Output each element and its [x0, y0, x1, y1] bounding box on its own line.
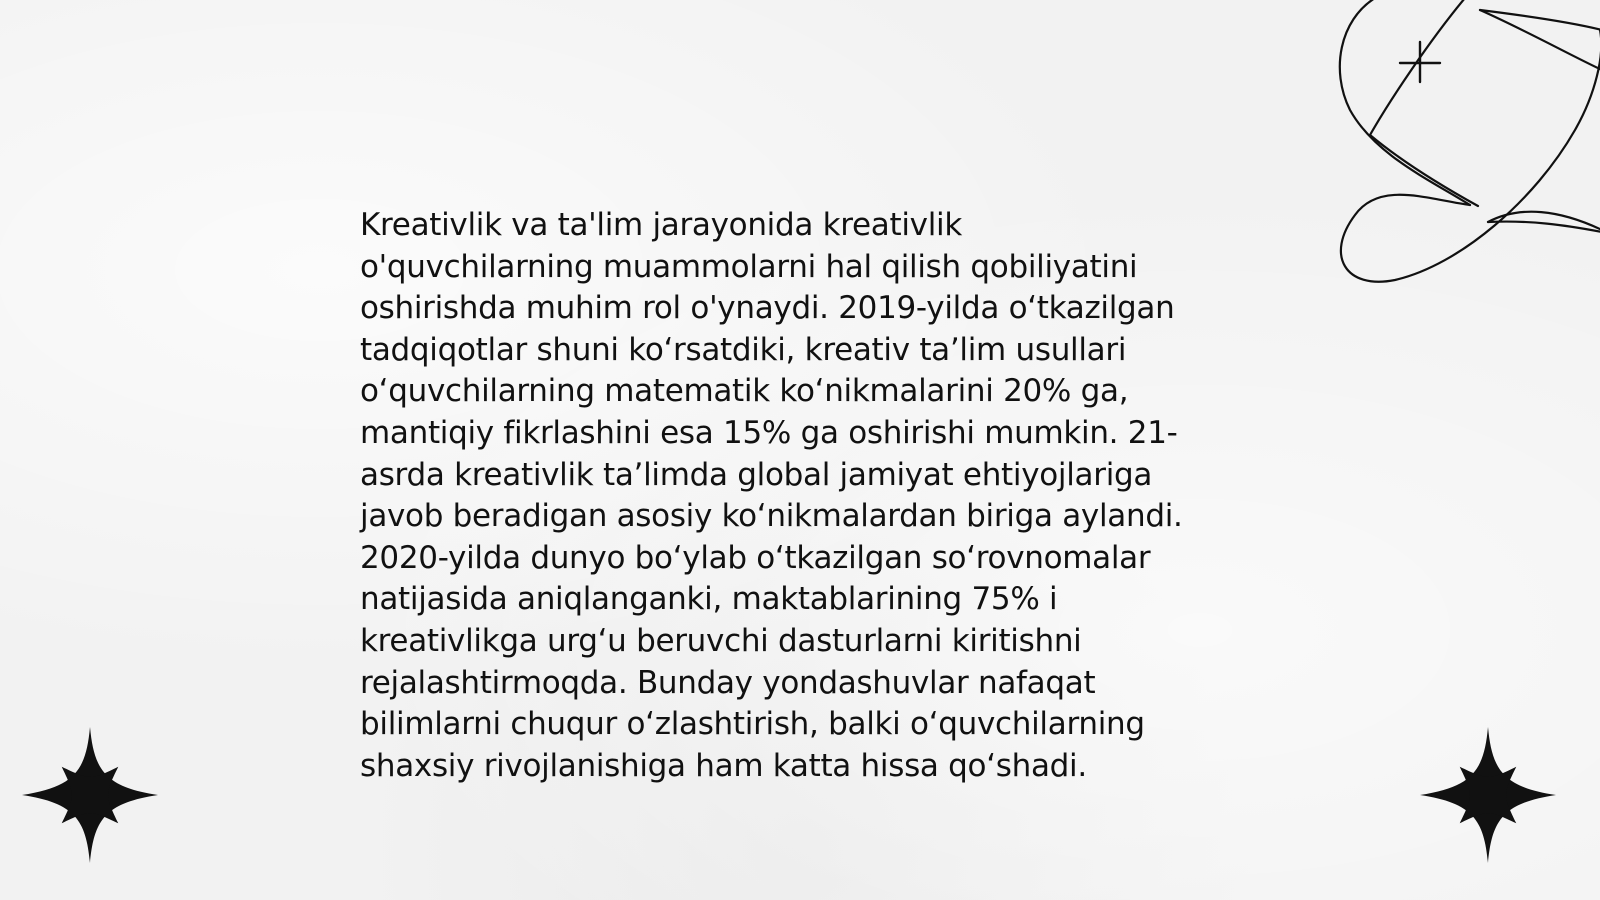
four-point-star-icon	[20, 725, 160, 865]
body-paragraph: Kreativlik va ta'lim jarayonida kreativlik o'quvchilarning muammolarni hal qilish qobiliyatini oshirishda muhim rol o'ynaydi. 2019-yilda o‘tkazilgan tadqiqotlar shuni ko‘rsatdiki, kreativ ta’lim usullari o‘quvchilarning matematik ko‘nikmalarini 20% ga, mantiqiy fikrlashini esa 15% ga oshirishi mumkin. 21- asrda kreativlik ta’limda global jamiyat ehtiyojlariga javob beradigan asosiy ko‘nikmalardan biriga aylandi. 2020-yilda dunyo bo‘ylab o‘tkazilgan so‘rovnomalar natijasida aniqlanganki, maktablarining 75% i kreativlikga urg‘u beruvchi dasturlarni kiritishni rejalashtirmoqda. Bunday yondashuvlar nafaqat bilimlarni chuqur o‘zlashtirish, balki o‘quvchilarning shaxsiy rivojlanishiga ham katta hissa qo‘shadi.	[360, 207, 1183, 784]
four-point-star-icon	[1418, 725, 1558, 865]
orbit-line-art-icon	[1320, 0, 1600, 290]
